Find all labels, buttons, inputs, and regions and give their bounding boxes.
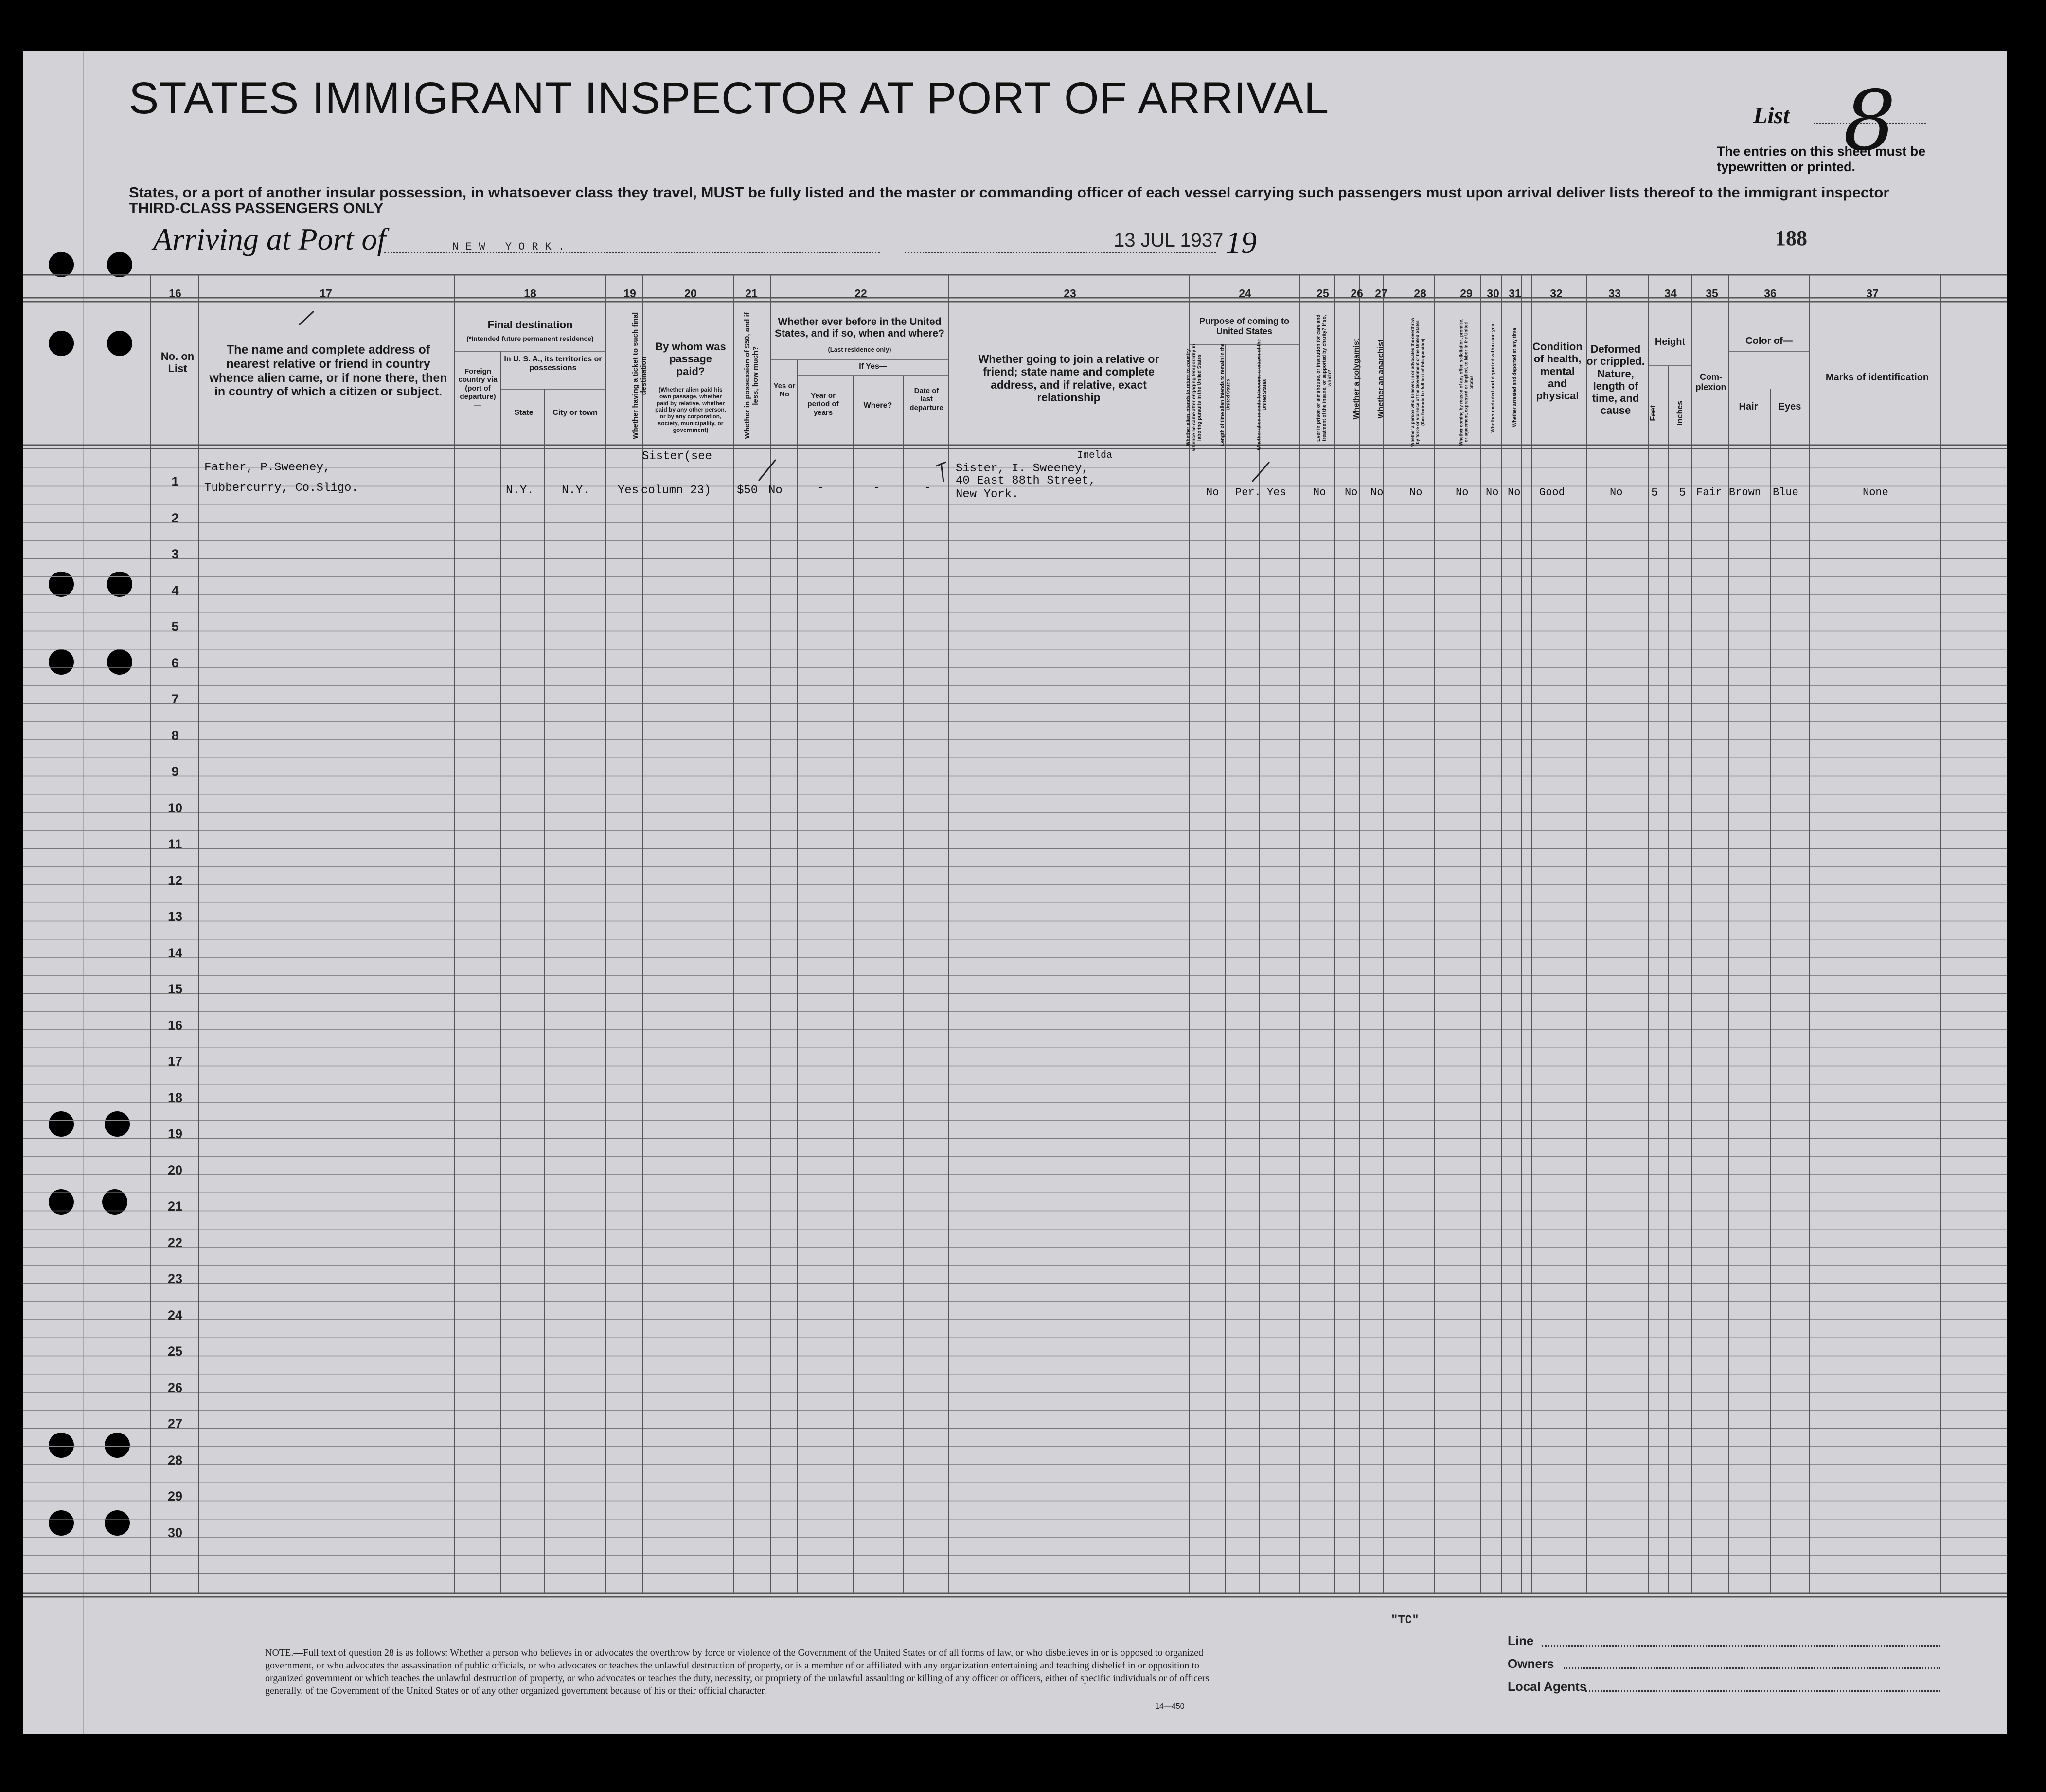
- header-hair: Hair: [1739, 401, 1758, 412]
- header-no-on-list: No. on List: [160, 350, 195, 375]
- col-num-19: 19: [623, 287, 636, 300]
- port-value: NEW YORK.: [452, 241, 571, 253]
- header-q29: Whether coming by reason of any offer, solicitation, promise, or agreement, expressed or implied, to labor in the United States: [1459, 318, 1474, 446]
- col-num-18: 18: [524, 287, 536, 300]
- row-number: 23: [167, 1272, 183, 1286]
- row1-relative-line1: Father, P.Sweeney,: [204, 461, 331, 474]
- header-before-in-us-sub: (Last residence only): [828, 346, 891, 353]
- header-foreign-country: Foreign country via (port of departure)—: [458, 367, 498, 409]
- header-if-yes: If Yes—: [859, 362, 887, 371]
- line-label: Line: [1508, 1633, 1534, 1648]
- header-passage-paid-sub: (Whether alien paid his own passage, whether paid by relative, whether paid by any other person, or by any corporation, society, municipality, or government): [655, 386, 727, 433]
- passenger-class: THIRD-CLASS PASSENGERS ONLY: [129, 199, 384, 216]
- row-number: 17: [167, 1054, 183, 1069]
- row-number: 4: [171, 583, 179, 598]
- col-num-27: 27: [1375, 287, 1388, 300]
- row1-purpose-c: Yes: [1267, 486, 1286, 499]
- col-num-32: 32: [1550, 287, 1563, 300]
- col-num-33: 33: [1608, 287, 1621, 300]
- header-health: Condition of health, mental and physical: [1532, 340, 1583, 402]
- row1-where: -: [873, 482, 880, 495]
- entries-note: The entries on this sheet must be typewritten or printed.: [1717, 144, 1926, 174]
- col-num-17: 17: [320, 287, 332, 300]
- header-last-departure: Date of last departure: [909, 387, 943, 412]
- row-number: 30: [167, 1525, 183, 1540]
- page-title: STATES IMMIGRANT INSPECTOR AT PORT OF ARRIVAL: [129, 73, 1330, 123]
- header-height: Height: [1655, 337, 1686, 347]
- row1-complexion: Fair: [1696, 486, 1722, 499]
- col-num-20: 20: [684, 287, 697, 300]
- tc-mark: "TC": [1391, 1614, 1419, 1627]
- col-num-36: 36: [1764, 287, 1777, 300]
- year-prefix: 19: [1226, 225, 1257, 260]
- header-q28: Whether a person who believes in or advocates the overthrow by force or violence of the Government of the United States (See footnote for full text of this question): [1410, 317, 1425, 447]
- header-prison: Ever in prison or almshouse, or institution for care and treatment of the insane, or supported by charity? If so, which?: [1316, 314, 1333, 442]
- form-number: 14—450: [1155, 1702, 1185, 1711]
- header-in-usa: In U. S. A., its territories or possessions: [504, 355, 602, 373]
- row-number: 13: [167, 909, 183, 924]
- col-num-34: 34: [1664, 287, 1677, 300]
- header-yes-no: Yes or No: [773, 382, 796, 399]
- row1-q30: No: [1486, 486, 1499, 499]
- header-year: Year or period of years: [807, 392, 839, 417]
- header-money: Whether in possession of $50, and if less, how much?: [743, 312, 760, 439]
- local-agents-label: Local Agents: [1508, 1679, 1587, 1694]
- row1-paid-line2: column 23): [641, 484, 712, 497]
- row-number: 7: [171, 692, 179, 706]
- sheet-number: 188: [1775, 226, 1807, 250]
- row-number: 11: [168, 837, 182, 851]
- row1-ticket: Yes: [618, 484, 639, 497]
- header-purpose-a: Whether alien intends to return to country whence he came after engaging temporarily in laboring pursuits in the United States: [1185, 344, 1202, 451]
- header-color-of: Color of—: [1745, 336, 1793, 346]
- owners-field: [1564, 1667, 1940, 1669]
- row1-feet: 5: [1651, 486, 1658, 500]
- header-eyes: Eyes: [1778, 401, 1801, 412]
- row1-inches: 5: [1679, 486, 1686, 500]
- row-number: 5: [171, 619, 179, 634]
- row1-before: No: [768, 484, 783, 497]
- col-num-25: 25: [1317, 287, 1329, 300]
- col-num-26: 26: [1351, 287, 1363, 300]
- row1-year: -: [817, 482, 824, 495]
- header-complexion: Com-plexion: [1695, 372, 1726, 392]
- col-num-28: 28: [1414, 287, 1426, 300]
- list-label: List: [1753, 103, 1790, 128]
- row1-q28: No: [1409, 486, 1423, 499]
- row1-marks: None: [1863, 486, 1888, 499]
- header-q31: Whether arrested and deported at any time: [1512, 328, 1518, 427]
- row-number: 24: [167, 1308, 183, 1323]
- row1-join-line3: New York.: [956, 488, 1019, 501]
- col-num-21: 21: [745, 287, 758, 300]
- row-number: 29: [167, 1489, 183, 1504]
- row-number: 19: [167, 1127, 183, 1141]
- header-passage-paid: By whom was passage paid?: [655, 340, 726, 377]
- list-number: 8: [1843, 73, 1896, 169]
- row-number: 15: [167, 982, 183, 996]
- col-num-30: 30: [1487, 287, 1499, 300]
- row1-join-annotation: Imelda: [1077, 450, 1113, 461]
- row1-deformed: No: [1610, 486, 1623, 499]
- arriving-label: Arriving at Port of: [153, 222, 386, 256]
- row1-relative-line2: Tubbercurry, Co.Sligo.: [204, 482, 358, 495]
- col-num-22: 22: [854, 287, 867, 300]
- row-number: 2: [171, 510, 179, 525]
- local-agents-field: [1585, 1690, 1940, 1692]
- row1-prison: No: [1313, 486, 1326, 499]
- row1-q31: No: [1508, 486, 1521, 499]
- row-number: 26: [167, 1380, 183, 1395]
- row-number: 8: [171, 728, 179, 743]
- col-num-31: 31: [1509, 287, 1521, 300]
- row-number: 25: [167, 1344, 183, 1359]
- header-state: State: [514, 409, 534, 417]
- header-polygamist: Whether a polygamist: [1352, 339, 1361, 420]
- header-before-in-us: Whether ever before in the United States, and if so, when and where?: [775, 316, 944, 340]
- header-purpose: Purpose of coming to United States: [1199, 316, 1289, 336]
- line-field: [1542, 1645, 1940, 1647]
- row1-paid-line1: Sister(see: [642, 450, 712, 463]
- row-number: 14: [167, 945, 183, 960]
- row1-hair: Brown: [1729, 486, 1761, 499]
- row-number: 3: [171, 547, 179, 561]
- row-number: 6: [171, 655, 179, 670]
- col-num-35: 35: [1706, 287, 1718, 300]
- row-number: 27: [167, 1416, 183, 1431]
- header-purpose-c: Whether alien intends to become a citizen of the United States: [1256, 339, 1267, 450]
- row1-money: $50: [737, 484, 758, 497]
- owners-label: Owners: [1508, 1656, 1554, 1671]
- row-number: 16: [167, 1018, 183, 1033]
- row-number: 12: [167, 873, 183, 888]
- header-anarchist: Whether an anarchist: [1376, 339, 1385, 419]
- header-city: City or town: [552, 409, 598, 417]
- header-inches: Inches: [1675, 400, 1684, 426]
- page-subtitle: States, or a port of another insular possession, in whatsoever class they travel, MUST be fully listed and the master or commanding officer of each vessel carrying such passengers must upon arrival deliver lists thereof to the immigrant inspector: [129, 184, 1889, 201]
- row1-eyes: Blue: [1773, 486, 1798, 499]
- row1-state: N.Y.: [506, 484, 534, 497]
- row1-polygamist: No: [1345, 486, 1358, 499]
- row1-city: N.Y.: [562, 484, 590, 497]
- row-number: 20: [167, 1163, 183, 1178]
- row-number: 1: [171, 474, 179, 489]
- row1-purpose-a: No: [1206, 486, 1219, 499]
- col-num-16: 16: [169, 287, 181, 300]
- row1-health: Good: [1539, 486, 1565, 499]
- row1-q29: No: [1456, 486, 1469, 499]
- header-join-relative: Whether going to join a relative or friend; state name and complete address, and if relative, exact relationship: [978, 353, 1159, 404]
- row-number: 9: [171, 764, 179, 779]
- row1-join-line2: 40 East 88th Street,: [956, 474, 1096, 487]
- row-number: 21: [167, 1199, 183, 1214]
- col-num-37: 37: [1866, 287, 1879, 300]
- footnote-question-28: NOTE.—Full text of question 28 is as follows: Whether a person who believes in or advocates the overthrow by force or violence of the Government of the United States or of all forms of law, or who disbelieves in or is opposed to organized government, or who advocates the assassination of public officials, or who advocates or teaches the unlawful destruction of property, or is a member of or affiliated with any organization entertaining and teaching disbelief in or opposition to organized government or which teaches the unlawful destruction of property, or who advocates or teaches the duty, necessity, or propriety of the unlawful assaulting or killing of any officer or officers, either of specific individuals or of officers generally, of the Government of the United States or of any other organized government because of his or their official character.: [265, 1648, 1210, 1696]
- header-purpose-b: Length of time alien intends to remain in the United States: [1220, 343, 1231, 446]
- date-stamp: 13 JUL 1937: [1114, 230, 1224, 251]
- header-where: Where?: [863, 401, 892, 410]
- row1-anarchist: No: [1370, 486, 1384, 499]
- col-num-24: 24: [1239, 287, 1251, 300]
- row1-join-line1: Sister, I. Sweeney,: [956, 462, 1089, 475]
- row-number: 18: [167, 1090, 183, 1105]
- row1-purpose-b: Per.: [1235, 486, 1261, 499]
- header-nearest-relative: The name and complete address of nearest relative or friend in country whence alien came, or if none there, then in country of which a citizen or subject.: [209, 343, 447, 399]
- col-num-29: 29: [1460, 287, 1473, 300]
- header-marks: Marks of identification: [1825, 372, 1929, 383]
- header-deformed: Deformed or crippled. Nature, length of time, and cause: [1586, 343, 1645, 417]
- header-q30: Whether excluded and deported within one year: [1490, 322, 1496, 433]
- col-num-23: 23: [1064, 287, 1076, 300]
- header-final-destination-sub: (*Intended future permanent residence): [466, 335, 594, 342]
- row1-departure: -: [924, 482, 931, 495]
- header-final-destination: Final destination: [487, 319, 573, 331]
- row-number: 22: [167, 1235, 183, 1250]
- row-number: 28: [167, 1452, 183, 1468]
- header-feet: Feet: [1649, 405, 1657, 421]
- header-ticket: Whether having a ticket to such final destination: [631, 312, 648, 439]
- row-number: 10: [167, 800, 183, 815]
